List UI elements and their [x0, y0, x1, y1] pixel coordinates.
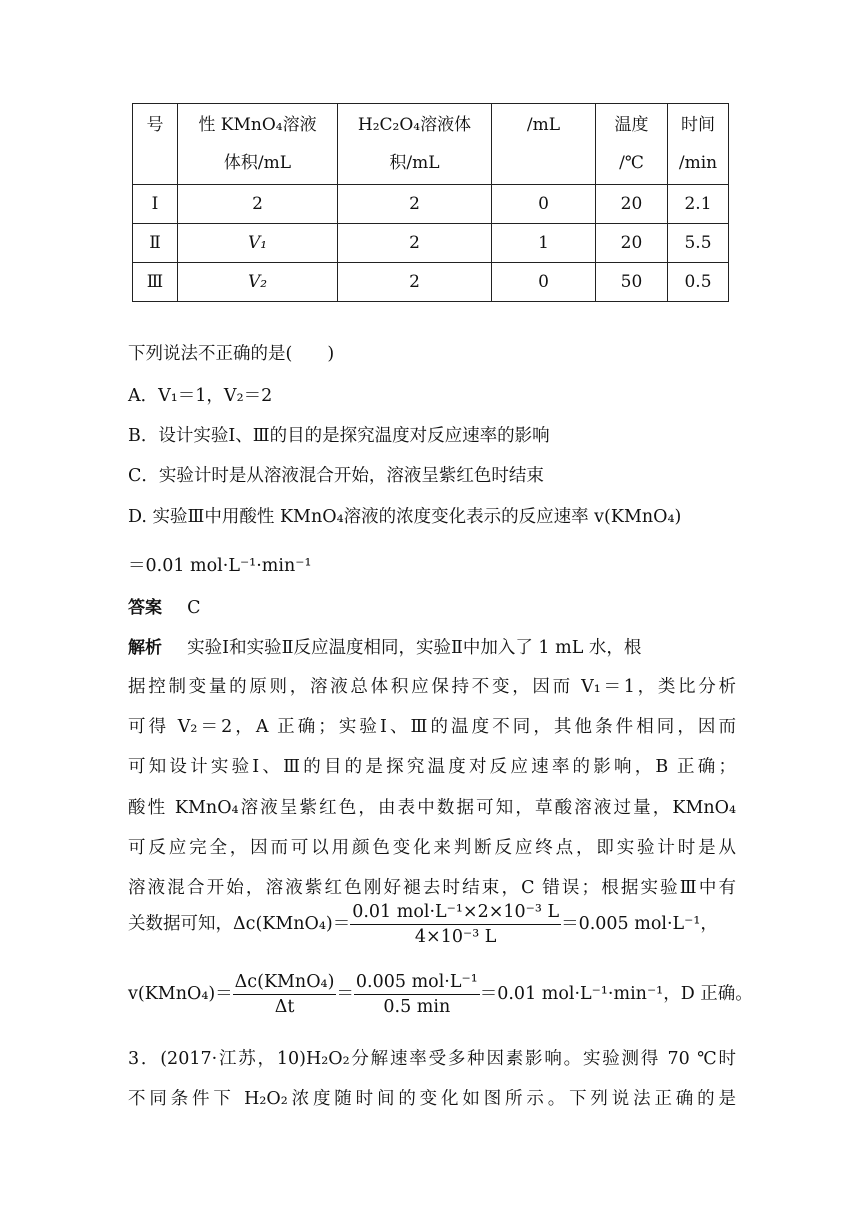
- analysis-text: 可得 V₂＝2，A 正确；实验Ⅰ、Ⅲ的温度不同，其他条件相同，因而: [128, 717, 736, 737]
- table-cell: V₂: [178, 263, 338, 302]
- table-row: [133, 263, 729, 302]
- table-cell: Ⅲ: [133, 263, 178, 302]
- table-cell: 0: [492, 263, 596, 302]
- header-cell: 性 KMnO₄溶液 体积/mL: [178, 104, 338, 185]
- analysis-text: 溶液混合开始，溶液紫红色刚好褪去时结束，C 错误；根据实验Ⅲ中有: [128, 878, 736, 898]
- table-cell: Ⅱ: [133, 224, 178, 263]
- table-cell: 20: [596, 224, 668, 263]
- analysis-text: 据控制变量的原则，溶液总体积应保持不变，因而 V₁＝1，类比分析: [128, 677, 736, 697]
- experiment-table: [132, 103, 729, 302]
- formula-rate: v(KMnO₄)＝ $\frac{\text{Δc(KMnO₄)}}{\Delta t}$ ＝ $\frac{\text{0.005 mol·L⁻¹}}{0.5 \min}$ ＝0.01 mol·L⁻¹·min⁻¹，D 正确。: [128, 972, 753, 1017]
- table-cell: 0.5: [668, 263, 729, 302]
- table-cell: 5.5: [668, 224, 729, 263]
- table-cell: 2.1: [668, 185, 729, 224]
- table-cell: 50: [596, 263, 668, 302]
- table-cell: Ⅰ: [133, 185, 178, 224]
- analysis-text: 酸性 KMnO₄溶液呈紫红色，由表中数据可知，草酸溶液过量，KMnO₄: [128, 798, 736, 818]
- header-cell: 温度 /℃: [596, 104, 668, 185]
- question-stem: 下列说法不正确的是( ): [128, 344, 335, 364]
- answer-value: C: [187, 598, 201, 618]
- table-cell: 2: [338, 224, 492, 263]
- table-cell: 1: [492, 224, 596, 263]
- fraction: $\frac{\text{0.005 mol·L⁻¹}}{0.5 \min}$: [355, 972, 478, 1017]
- analysis-label: 解析: [128, 638, 162, 658]
- option-b: B．设计实验Ⅰ、Ⅲ的目的是探究温度对反应速率的影响: [128, 426, 550, 446]
- answer-label: 答案: [128, 598, 162, 618]
- analysis-text: 可反应完全，因而可以用颜色变化来判断反应终点，即实验计时是从: [128, 838, 736, 858]
- formula-delta-c: 关数据可知，Δc(KMnO₄)＝ $\frac{\text{0.01 mol·L⁻¹×2×10⁻³ L}}{\text{4×10⁻³ L}}$ ＝0.005 mol·L⁻¹，: [128, 902, 718, 947]
- table-cell: 2: [338, 263, 492, 302]
- header-cell: 号: [133, 104, 178, 185]
- table-header-row: [133, 104, 729, 185]
- analysis-text: 可知设计实验Ⅰ、Ⅲ的目的是探究温度对反应速率的影响，B 正确；: [128, 757, 736, 777]
- next-question-line: 不同条件下 H₂O₂浓度随时间的变化如图所示。下列说法正确的是: [128, 1089, 736, 1109]
- fraction: $\frac{\text{Δc(KMnO₄)}}{\Delta t}$: [234, 972, 335, 1017]
- table-row: [133, 224, 729, 263]
- option-d: D. 实验Ⅲ中用酸性 KMnO₄溶液的浓度变化表示的反应速率 v(KMnO₄): [128, 507, 682, 527]
- header-cell: 时间 /min: [668, 104, 729, 185]
- next-question-line: 3．(2017·江苏，10)H₂O₂分解速率受多种因素影响。实验测得 70 ℃时: [128, 1049, 736, 1069]
- option-a: A．V₁＝1，V₂＝2: [128, 386, 273, 406]
- table-cell: V₁: [178, 224, 338, 263]
- option-c: C．实验计时是从溶液混合开始，溶液呈紫红色时结束: [128, 466, 544, 486]
- table-cell: 2: [338, 185, 492, 224]
- option-d-continued: ＝0.01 mol·L⁻¹·min⁻¹: [128, 556, 312, 576]
- analysis-text: 实验Ⅰ和实验Ⅱ反应温度相同，实验Ⅱ中加入了 1 mL 水，根: [187, 638, 642, 658]
- answer-line: [128, 593, 201, 618]
- table-cell: 20: [596, 185, 668, 224]
- fraction: $\frac{\text{0.01 mol·L⁻¹×2×10⁻³ L}}{\text{4×10⁻³ L}}$: [352, 902, 560, 947]
- table-row: [133, 185, 729, 224]
- analysis-line: [128, 633, 641, 659]
- table-cell: 0: [492, 185, 596, 224]
- header-cell: H₂C₂O₄溶液体 积/mL: [338, 104, 492, 185]
- header-cell: /mL: [492, 104, 596, 185]
- table-cell: 2: [178, 185, 338, 224]
